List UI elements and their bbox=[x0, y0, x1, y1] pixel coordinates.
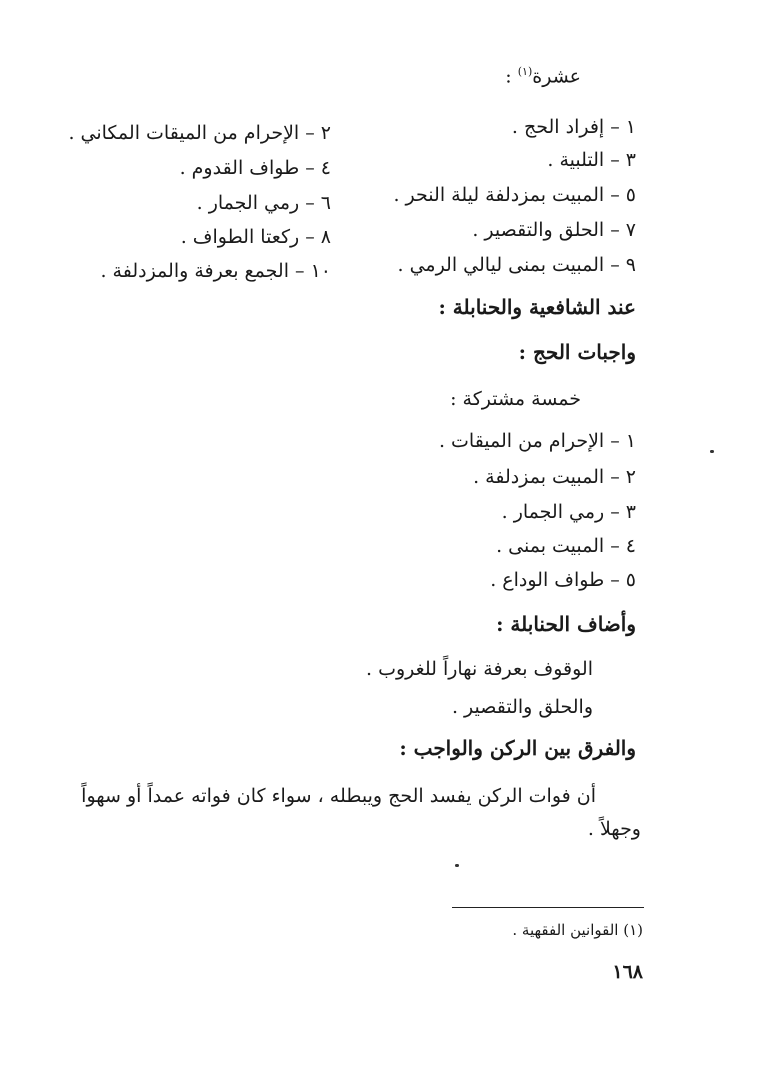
scan-speck bbox=[455, 864, 459, 867]
list-item: ١ – إفراد الحج . bbox=[511, 116, 636, 138]
section-heading-shafii-hanbali: عند الشافعية والحنابلة : bbox=[438, 295, 636, 319]
scan-speck bbox=[710, 450, 714, 453]
intro-label: عشرة bbox=[532, 65, 581, 88]
list-item: ٧ – الحلق والتقصير . bbox=[472, 219, 636, 241]
list-item: ٣ – رمي الجمار . bbox=[501, 501, 636, 523]
list-item: ١٠ – الجمع بعرفة والمزدلفة . bbox=[100, 260, 331, 282]
list-item: ٩ – المبيت بمنى ليالي الرمي . bbox=[397, 254, 636, 276]
section-heading-difference: والفرق بين الركن والواجب : bbox=[399, 736, 636, 760]
list-item: ٤ – طواف القدوم . bbox=[179, 157, 331, 179]
list-item: ٥ – طواف الوداع . bbox=[490, 569, 636, 591]
intro-colon: : bbox=[505, 65, 512, 88]
list-item: ٣ – التلبية . bbox=[547, 149, 636, 171]
section-heading-wajibat: واجبات الحج : bbox=[518, 340, 636, 364]
list-item: ٨ – ركعتا الطواف . bbox=[180, 226, 331, 248]
difference-paragraph-line: وجهلاً . bbox=[587, 818, 641, 840]
list-item: ٦ – رمي الجمار . bbox=[196, 192, 331, 214]
list-item: ٢ – المبيت بمزدلفة . bbox=[473, 466, 636, 488]
list-item: ٥ – المبيت بمزدلفة ليلة النحر . bbox=[393, 184, 636, 206]
footnote-ref[interactable]: (١) bbox=[517, 65, 533, 78]
hanbali-added-item: الوقوف بعرفة نهاراً للغروب . bbox=[366, 658, 593, 680]
footnote-rule bbox=[452, 907, 644, 908]
hanbali-added-item: والحلق والتقصير . bbox=[451, 696, 593, 718]
page-number: ١٦٨ bbox=[612, 961, 643, 983]
difference-paragraph-line: أن فوات الركن يفسد الحج ويبطله ، سواء كان فواته عمداً أو سهواً bbox=[81, 785, 596, 807]
shared-intro: خمسة مشتركة : bbox=[450, 388, 581, 410]
list-item: ٤ – المبيت بمنى . bbox=[496, 535, 636, 557]
list-item: ١ – الإحرام من الميقات . bbox=[438, 430, 636, 452]
intro-line bbox=[505, 66, 581, 86]
footnote: (١) القوانين الفقهية . bbox=[512, 921, 643, 939]
list-item: ٢ – الإحرام من الميقات المكاني . bbox=[68, 122, 331, 144]
section-heading-hanbali-added: وأضاف الحنابلة : bbox=[496, 612, 636, 636]
